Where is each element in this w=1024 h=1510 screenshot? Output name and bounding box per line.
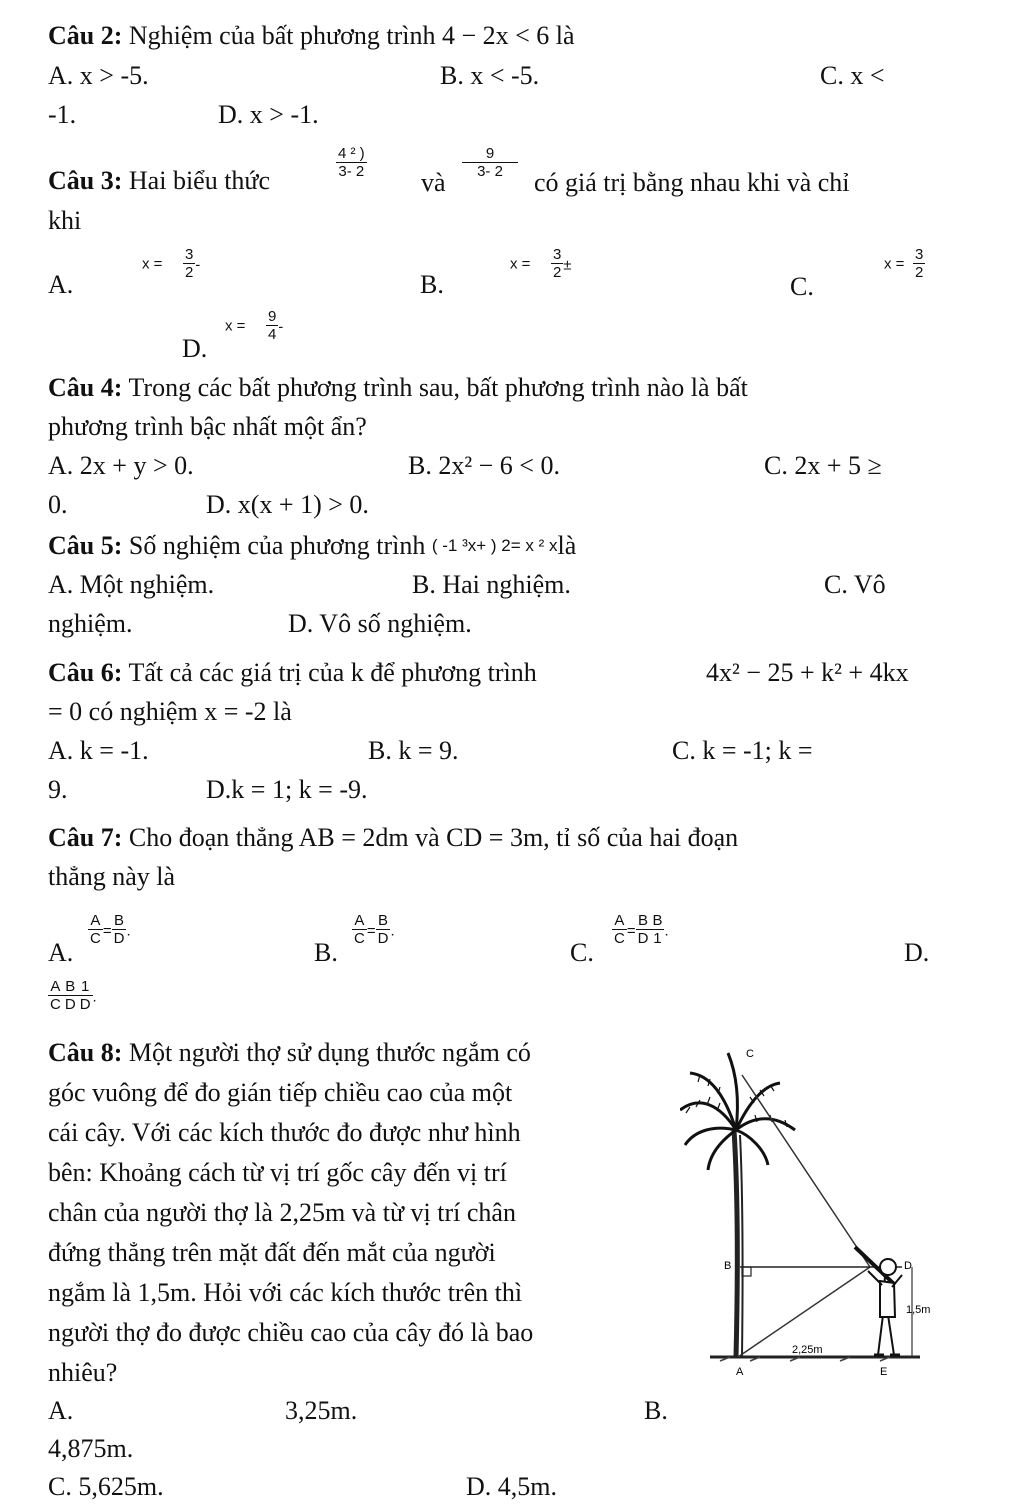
option-a: A. Một nghiệm.: [48, 570, 215, 599]
variable: x =: [884, 255, 905, 273]
fraction-numerator: B: [636, 912, 651, 930]
point-a-label: A: [736, 1366, 744, 1378]
question-3: [48, 168, 270, 194]
fraction-denominator: 2: [184, 264, 194, 282]
variable: x =: [142, 255, 163, 273]
question-text: Tất cả các giá trị của k để phương trình: [128, 658, 537, 687]
option-a-value: 3,25m.: [285, 1396, 358, 1425]
question-text: chân của người thợ là 2,25m và từ vị trí chân: [48, 1198, 516, 1227]
question-text: thẳng này là: [48, 862, 176, 891]
tree-trunk: [734, 1130, 737, 1357]
option-d-math: $\frac{A}{C}$ $\frac{B}{D}$ $\frac{1}{D}$ .: [50, 978, 97, 1014]
fraction-numerator: A: [352, 912, 367, 930]
question-text: bên: Khoảng cách từ vị trí gốc cây đến vị trí: [48, 1158, 507, 1187]
option-c: C. 2x + 5 ≥: [764, 451, 882, 480]
question-text: người thợ đo được chiều cao của cây đó là bao: [48, 1318, 534, 1347]
math-expression: 4x² − 25 + k² + 4kx: [706, 658, 909, 687]
option-c: C. Vô: [824, 570, 886, 599]
fraction-numerator: B: [63, 978, 78, 996]
fraction-numerator: B: [376, 912, 391, 930]
fraction-numerator: A: [88, 912, 103, 930]
question-text: ngắm là 1,5m. Hỏi với các kích thước trên thì: [48, 1278, 523, 1307]
trailing-mark: ±: [563, 256, 572, 274]
tree-measurement-figure: [680, 1035, 950, 1385]
question-text: Nghiệm của bất phương trình: [128, 21, 436, 50]
option-d: D. Vô số nghiệm.: [288, 609, 472, 638]
option-b: B. k = 9.: [368, 736, 459, 765]
option-d: D.: [182, 334, 208, 363]
question-text: nhiêu?: [48, 1358, 118, 1387]
option-a: A. k = -1.: [48, 736, 149, 765]
surveyor-person: [868, 1259, 902, 1355]
option-a: A. 2x + y > 0.: [48, 451, 194, 480]
question-text: Số nghiệm của phương trình: [128, 531, 426, 560]
option-b: B. 2x² − 6 < 0.: [408, 451, 560, 480]
height-label: 1,5m: [906, 1304, 931, 1316]
question-text: Trong các bất phương trình sau, bất phương trình nào là bất: [128, 373, 748, 402]
question-text: Hai biểu thức: [128, 166, 271, 195]
question-6: [48, 660, 537, 686]
fraction-numerator: 3: [914, 246, 924, 263]
option-d: D. 4,5m.: [466, 1472, 557, 1501]
option-d: D. x > -1.: [218, 100, 319, 129]
question-text: = 0 có nghiệm x = -2 là: [48, 697, 292, 726]
option-c-continued: -1.: [48, 100, 77, 129]
fraction-numerator: B: [652, 912, 663, 929]
fraction-numerator: B: [112, 912, 127, 930]
fraction-expression-2: [462, 145, 518, 181]
option-d: D.k = 1; k = -9.: [206, 775, 368, 804]
question-label: Câu 6:: [48, 658, 123, 687]
fraction-denominator: D: [637, 930, 649, 948]
fraction-numerator: 9: [267, 308, 277, 325]
trailing-mark: -: [278, 318, 284, 336]
question-text: cái cây. Với các kích thước đo được như hình: [48, 1118, 521, 1147]
sight-line-to-top: [742, 1075, 870, 1267]
fraction-denominator: 1: [653, 930, 662, 948]
fraction-denominator: C: [90, 930, 101, 948]
question-label: Câu 5:: [48, 531, 123, 560]
fraction-denominator: 3- 2: [477, 163, 503, 181]
option-a-math: [142, 246, 200, 282]
option-b: B.: [314, 938, 338, 967]
option-b: B. Hai nghiệm.: [412, 570, 571, 599]
question-label: Câu 3:: [48, 166, 123, 195]
option-a: A. x > -5.: [48, 61, 149, 90]
option-c: C. k = -1; k =: [672, 736, 813, 765]
fraction-denominator: 2: [914, 264, 924, 282]
fraction-numerator: 1: [78, 978, 93, 996]
option-b: B.: [644, 1396, 668, 1425]
option-d-math: [225, 308, 283, 344]
point-b-label: B: [724, 1260, 732, 1272]
question-label: Câu 7:: [48, 823, 123, 852]
fraction-denominator: D: [79, 996, 91, 1014]
variable: x =: [225, 317, 246, 335]
option-b-math: $\frac{A}{C}$ = $\frac{B}{D}$ .: [354, 912, 395, 948]
fraction-denominator: 4: [267, 326, 277, 344]
fraction-denominator: D: [377, 930, 389, 948]
fraction-expression-1: [336, 145, 367, 181]
question-4: [48, 375, 748, 401]
option-c: C. x <: [820, 61, 885, 90]
point-e-label: E: [880, 1366, 888, 1378]
question-label: Câu 2:: [48, 21, 123, 50]
option-a: A.: [48, 1396, 74, 1425]
fraction-denominator: D: [113, 930, 125, 948]
fraction-denominator: C: [614, 930, 625, 948]
option-b: B. x < -5.: [440, 61, 540, 90]
option-a: A.: [48, 270, 74, 299]
fraction-denominator: D: [64, 996, 76, 1014]
option-a-math: $\frac{A}{C}$ = $\frac{B}{D}$ .: [90, 912, 131, 948]
question-text: đứng thẳng trên mặt đất đến mắt của người: [48, 1238, 496, 1267]
question-text: khi: [48, 206, 82, 235]
question-text: phương trình bậc nhất một ẩn?: [48, 412, 367, 441]
question-text: có giá trị bằng nhau khi và chỉ: [534, 168, 850, 197]
option-c-math: $\frac{A}{C}$ = $\frac{B}{D}$ $\frac{B}{1}$ .: [614, 912, 669, 948]
cut-off-previous-line: [0, 0, 1024, 6]
fraction-numerator: 3: [184, 246, 194, 263]
trailing-mark: -: [195, 256, 201, 274]
question-label: Câu 8:: [48, 1038, 123, 1067]
conjunction: và: [421, 168, 446, 197]
question-text: Một người thợ sử dụng thước ngắm có: [128, 1038, 531, 1067]
question-text: Cho đoạn thẳng AB = 2dm và CD = 3m, tỉ số của hai đoạn: [128, 823, 739, 852]
fraction-numerator: 9: [462, 145, 518, 163]
option-a: A.: [48, 938, 74, 967]
fraction-denominator: C: [50, 996, 61, 1014]
point-c-label: C: [746, 1048, 754, 1060]
distance-label: 2,25m: [792, 1344, 823, 1356]
math-expression: ( -1 ³x+ ) 2= x ² x: [431, 536, 558, 555]
fraction-denominator: 2: [552, 264, 562, 282]
question-text: là: [555, 21, 575, 50]
tree-trunk-edge: [740, 1135, 743, 1357]
question-text: là: [557, 531, 577, 560]
fraction-denominator: C: [354, 930, 365, 948]
fraction-numerator: 3: [552, 246, 562, 263]
option-b-math: [510, 246, 572, 282]
fraction-numerator: A: [612, 912, 627, 930]
option-c-math: [884, 246, 925, 282]
fraction-numerator: 4 ² ): [338, 145, 365, 162]
option-b: B.: [420, 270, 444, 299]
option-c: C. 5,625m.: [48, 1472, 164, 1501]
fraction-denominator: 3- 2: [338, 163, 365, 181]
option-c: C.: [570, 938, 594, 967]
question-7: [48, 825, 738, 851]
option-b-value: 4,875m.: [48, 1434, 134, 1463]
question-2: [48, 23, 575, 49]
option-c-continued: 9.: [48, 775, 68, 804]
option-c-continued: nghiệm.: [48, 609, 133, 638]
point-d-label: D: [904, 1260, 912, 1272]
fraction-numerator: A: [48, 978, 63, 996]
variable: x =: [510, 255, 531, 273]
math-expression: 4 − 2x < 6: [441, 21, 550, 50]
option-d: D.: [904, 938, 930, 967]
question-8: [48, 1040, 531, 1066]
question-5: [48, 533, 576, 559]
option-d: D. x(x + 1) > 0.: [206, 490, 369, 519]
question-label: Câu 4:: [48, 373, 123, 402]
option-c: C.: [790, 272, 814, 301]
question-text: góc vuông để đo gián tiếp chiều cao của một: [48, 1078, 513, 1107]
option-c-continued: 0.: [48, 490, 68, 519]
